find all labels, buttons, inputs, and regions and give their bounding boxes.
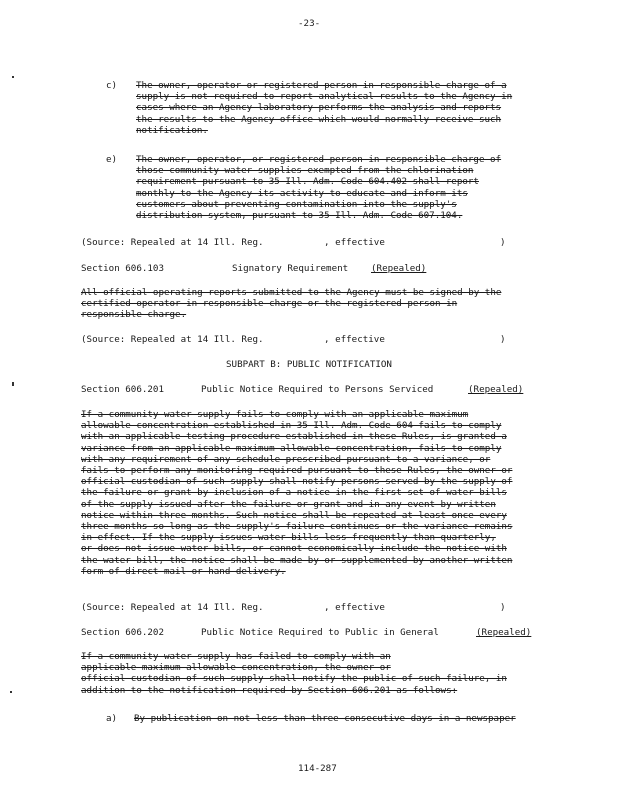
source-note-prefix: (Source: Repealed at 14 Ill. Reg. [81,602,264,613]
section-201-line: variance from an applicable maximum allowable concentration, fails to comply [81,442,502,454]
section-201-line: notice within three months. Such notice shall be repeated at least once every [81,509,507,521]
section-201-line: If a community water supply fails to comply with an applicable maximum [81,409,469,420]
section-201-line: allowable concentration established in 35 Ill. Adm. Code 604 fails to comply [81,420,502,432]
section-201-line: with any requirement of any schedule prescribed pursuant to a variance, or [81,453,491,465]
source-note-effective: , effective [324,237,385,248]
scan-mark [10,691,12,693]
item-c-label: c) [106,80,118,91]
item-e-line: The owner, operator, or registered person in responsible charge of [136,154,502,165]
section-201-line: of the supply issued after the failure or grant and in any event by written [81,498,496,510]
section-202-line: If a community water supply has failed to comply with an [81,651,391,662]
source-note-close: ) [500,334,506,345]
section-number: Section 606.201 [81,384,164,395]
section-202-line: addition to the notification required by Section 606.201 as follows: [81,684,458,696]
section-201-line: in effect. If the supply issues water bills less frequently than quarterly, [81,532,496,544]
scan-mark [12,76,14,78]
section-103-line: responsible charge. [81,309,187,321]
source-note-prefix: (Source: Repealed at 14 Ill. Reg. [81,237,264,248]
section-103-text [81,287,501,321]
item-e-line: customers about preventing contamination into the supply's [136,198,457,210]
source-note-prefix: (Source: Repealed at 14 Ill. Reg. [81,334,264,345]
page-number: -23- [298,18,321,29]
section-201-line: official custodian of such supply shall notify persons served by the supply of [81,476,513,488]
item-c-line: supply is not required to report analytical results to the Agency in [136,91,513,103]
section-title: Public Notice Required to Persons Serviced [201,384,434,395]
section-103-line: All official operating reports submitted to the Agency must be signed by the [81,287,502,298]
scan-mark [12,382,14,386]
section-201-line: form of direct mail or hand delivery. [81,565,286,577]
item-c-line: the results to the Agency office which would normally receive such [136,113,502,125]
subpart-heading: SUBPART B: PUBLIC NOTIFICATION [226,359,392,370]
section-number: Section 606.103 [81,263,164,274]
item-c-line: cases where an Agency laboratory performs the analysis and reports [136,102,502,114]
section-status: (Repealed) [476,627,532,638]
footer-page-number: 114-287 [298,763,337,774]
section-title: Public Notice Required to Public in General [201,627,439,638]
source-note-effective: , effective [324,334,385,345]
item-e-text [136,154,501,221]
source-note-effective: , effective [324,602,385,613]
item-e-label: e) [106,154,118,165]
section-201-line: the water bill, the notice shall be made by or supplemented by another written [81,554,513,566]
section-status: (Repealed) [468,384,524,395]
item-c-text [136,80,512,136]
section-103-line: certified operator in responsible charge or the registered person in [81,298,458,310]
source-note-close: ) [500,602,506,613]
section-202-text [81,651,507,696]
section-201-line: the failure or grant by inclusion of a notice in the first set of water bills [81,487,507,499]
item-a-text: By publication on not less than three consecutive days in a newspaper [134,713,516,724]
section-201-line: three months so long as the supply's failure continues or the variance remains [81,521,513,533]
item-c-line: notification. [136,124,208,136]
item-a-label: a) [106,713,118,724]
section-202-line: official custodian of such supply shall notify the public of such failure, in [81,673,507,685]
source-note-close: ) [500,237,506,248]
item-e-line: distribution system, pursuant to 35 Ill. Adm. Code 607.104. [136,210,463,222]
section-201-line: with an applicable testing procedure established in these Rules, is granted a [81,431,507,443]
item-e-line: those community water supplies exempted from the chlorination [136,165,474,177]
section-201-line: or does not issue water bills, or cannot economically include the notice with [81,543,507,555]
section-202-line: applicable maximum allowable concentration, the owner or [81,662,391,674]
section-number: Section 606.202 [81,627,164,638]
item-e-line: requirement pursuant to 35 Ill. Adm. Code 604.402 shall report [136,176,479,188]
item-e-line: monthly to the Agency its activity to educate and inform its [136,187,468,199]
section-status: (Repealed) [371,263,427,274]
section-201-text [81,409,512,577]
section-201-line: fails to perform any monitoring required pursuant to these Rules, the owner or [81,465,513,477]
section-title: Signatory Requirement [232,263,349,274]
item-c-line: The owner, operator or registered person in responsible charge of a [136,80,507,91]
